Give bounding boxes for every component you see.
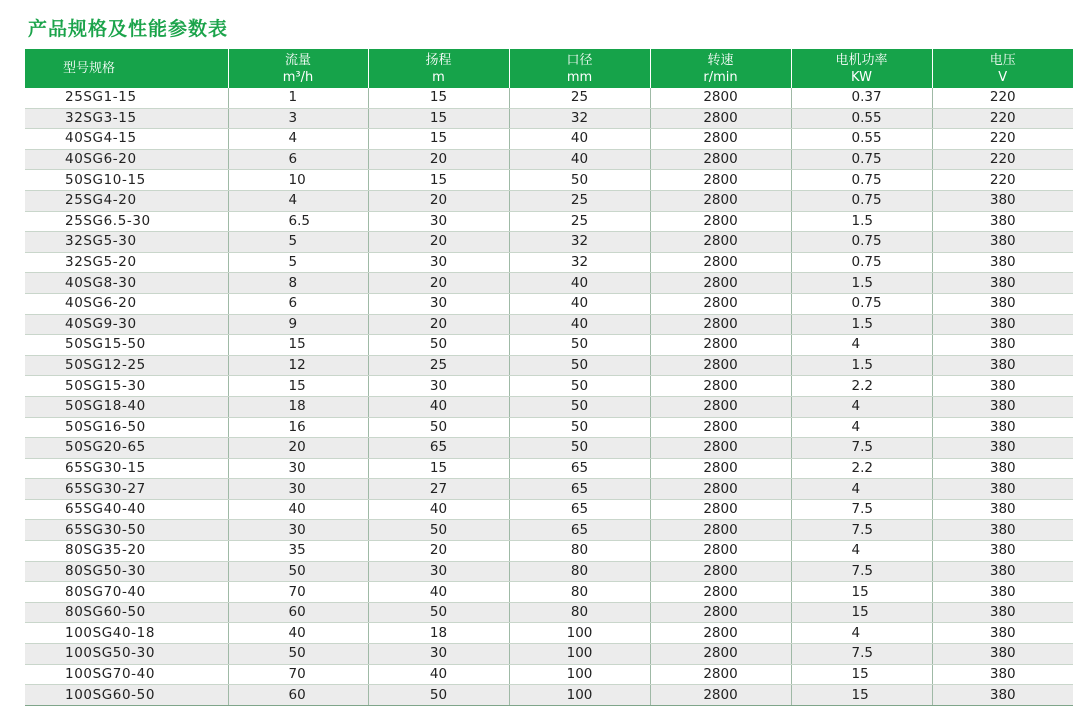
cell-head: 25: [368, 355, 509, 376]
spec-table: [25, 49, 1073, 706]
cell-power: 0.75: [791, 232, 932, 253]
cell-power: 0.37: [791, 88, 932, 108]
table-row: [25, 685, 1073, 706]
cell-flow: 16: [228, 417, 368, 438]
column-header-power: [791, 49, 932, 88]
cell-caliber: 50: [509, 417, 650, 438]
cell-head: 18: [368, 623, 509, 644]
table-row: [25, 479, 1073, 500]
cell-voltage: 380: [932, 664, 1073, 685]
cell-speed: 2800: [650, 561, 791, 582]
cell-caliber: 40: [509, 129, 650, 150]
table-row: [25, 88, 1073, 108]
cell-flow: 9: [228, 314, 368, 335]
cell-flow: 50: [228, 561, 368, 582]
cell-speed: 2800: [650, 479, 791, 500]
cell-power: 0.75: [791, 190, 932, 211]
cell-caliber: 65: [509, 458, 650, 479]
cell-speed: 2800: [650, 170, 791, 191]
table-row: [25, 355, 1073, 376]
cell-caliber: 80: [509, 561, 650, 582]
cell-speed: 2800: [650, 623, 791, 644]
cell-model: 65SG30-15: [25, 458, 228, 479]
table-row: [25, 458, 1073, 479]
cell-head: 30: [368, 644, 509, 665]
cell-caliber: 80: [509, 582, 650, 603]
cell-speed: 2800: [650, 664, 791, 685]
cell-power: 1.5: [791, 273, 932, 294]
cell-speed: 2800: [650, 458, 791, 479]
cell-model: 50SG16-50: [25, 417, 228, 438]
cell-speed: 2800: [650, 314, 791, 335]
cell-power: 0.55: [791, 129, 932, 150]
table-row: [25, 561, 1073, 582]
cell-voltage: 220: [932, 108, 1073, 129]
cell-model: 50SG15-50: [25, 335, 228, 356]
cell-head: 15: [368, 108, 509, 129]
column-name: 电机功率: [835, 52, 888, 68]
cell-caliber: 50: [509, 376, 650, 397]
cell-power: 7.5: [791, 644, 932, 665]
cell-model: 50SG15-30: [25, 376, 228, 397]
cell-model: 25SG1-15: [25, 88, 228, 108]
cell-caliber: 50: [509, 396, 650, 417]
cell-voltage: 380: [932, 252, 1073, 273]
cell-head: 27: [368, 479, 509, 500]
cell-flow: 8: [228, 273, 368, 294]
cell-speed: 2800: [650, 602, 791, 623]
cell-head: 30: [368, 252, 509, 273]
cell-model: 65SG40-40: [25, 499, 228, 520]
cell-speed: 2800: [650, 438, 791, 459]
cell-caliber: 65: [509, 499, 650, 520]
table-row: [25, 335, 1073, 356]
cell-power: 15: [791, 582, 932, 603]
cell-model: 50SG18-40: [25, 396, 228, 417]
cell-speed: 2800: [650, 232, 791, 253]
column-name: 型号规格: [63, 61, 116, 76]
column-name: 电压: [989, 52, 1016, 68]
cell-caliber: 40: [509, 293, 650, 314]
cell-flow: 15: [228, 335, 368, 356]
cell-speed: 2800: [650, 417, 791, 438]
column-unit: r/min: [703, 69, 738, 85]
cell-voltage: 220: [932, 88, 1073, 108]
table-row: [25, 252, 1073, 273]
cell-speed: 2800: [650, 541, 791, 562]
cell-model: 25SG6.5-30: [25, 211, 228, 232]
cell-head: 65: [368, 438, 509, 459]
cell-caliber: 50: [509, 335, 650, 356]
cell-caliber: 25: [509, 88, 650, 108]
cell-caliber: 50: [509, 355, 650, 376]
cell-voltage: 380: [932, 623, 1073, 644]
column-header-voltage: [932, 49, 1073, 88]
column-unit: KW: [851, 69, 872, 85]
cell-speed: 2800: [650, 582, 791, 603]
table-body: [25, 88, 1073, 705]
cell-flow: 60: [228, 685, 368, 706]
cell-voltage: 380: [932, 293, 1073, 314]
cell-model: 65SG30-27: [25, 479, 228, 500]
cell-voltage: 380: [932, 438, 1073, 459]
cell-head: 20: [368, 541, 509, 562]
cell-caliber: 32: [509, 108, 650, 129]
cell-voltage: 380: [932, 376, 1073, 397]
cell-caliber: 80: [509, 541, 650, 562]
cell-flow: 12: [228, 355, 368, 376]
cell-speed: 2800: [650, 376, 791, 397]
cell-caliber: 40: [509, 314, 650, 335]
cell-model: 50SG10-15: [25, 170, 228, 191]
header-row: [25, 49, 1073, 88]
cell-speed: 2800: [650, 355, 791, 376]
cell-speed: 2800: [650, 190, 791, 211]
cell-flow: 3: [228, 108, 368, 129]
cell-voltage: 380: [932, 602, 1073, 623]
cell-power: 1.5: [791, 211, 932, 232]
cell-flow: 10: [228, 170, 368, 191]
page-title: 产品规格及性能参数表: [28, 18, 229, 40]
cell-model: 40SG6-20: [25, 293, 228, 314]
cell-head: 40: [368, 664, 509, 685]
cell-flow: 4: [228, 190, 368, 211]
cell-voltage: 380: [932, 211, 1073, 232]
cell-power: 1.5: [791, 355, 932, 376]
cell-head: 50: [368, 417, 509, 438]
cell-voltage: 380: [932, 232, 1073, 253]
cell-head: 30: [368, 293, 509, 314]
cell-power: 4: [791, 541, 932, 562]
table-row: [25, 396, 1073, 417]
column-unit: m³/h: [282, 69, 314, 85]
column-header-flow: [228, 49, 368, 88]
cell-caliber: 32: [509, 252, 650, 273]
cell-flow: 15: [228, 376, 368, 397]
cell-model: 50SG20-65: [25, 438, 228, 459]
cell-speed: 2800: [650, 252, 791, 273]
cell-caliber: 80: [509, 602, 650, 623]
cell-voltage: 380: [932, 396, 1073, 417]
cell-head: 15: [368, 458, 509, 479]
cell-flow: 35: [228, 541, 368, 562]
cell-caliber: 50: [509, 170, 650, 191]
cell-head: 20: [368, 314, 509, 335]
column-header-head: [368, 49, 509, 88]
cell-model: 80SG50-30: [25, 561, 228, 582]
cell-caliber: 50: [509, 438, 650, 459]
cell-voltage: 380: [932, 314, 1073, 335]
cell-power: 7.5: [791, 499, 932, 520]
column-name: 口径: [566, 52, 593, 68]
column-unit: mm: [566, 69, 593, 85]
cell-power: 7.5: [791, 561, 932, 582]
table-row: [25, 417, 1073, 438]
cell-flow: 40: [228, 499, 368, 520]
cell-flow: 30: [228, 458, 368, 479]
column-header-caliber: [509, 49, 650, 88]
table-row: [25, 293, 1073, 314]
cell-flow: 30: [228, 520, 368, 541]
cell-model: 100SG70-40: [25, 664, 228, 685]
cell-voltage: 220: [932, 149, 1073, 170]
cell-flow: 4: [228, 129, 368, 150]
table-row: [25, 664, 1073, 685]
cell-power: 4: [791, 335, 932, 356]
table-row: [25, 623, 1073, 644]
cell-power: 4: [791, 396, 932, 417]
column-name: 扬程: [425, 52, 452, 68]
cell-caliber: 65: [509, 520, 650, 541]
cell-flow: 6.5: [228, 211, 368, 232]
table-row: [25, 602, 1073, 623]
cell-speed: 2800: [650, 335, 791, 356]
cell-flow: 5: [228, 232, 368, 253]
column-unit: V: [998, 69, 1008, 85]
cell-speed: 2800: [650, 129, 791, 150]
table-header: [25, 49, 1073, 88]
cell-power: 1.5: [791, 314, 932, 335]
cell-power: 7.5: [791, 438, 932, 459]
table-row: [25, 499, 1073, 520]
cell-flow: 60: [228, 602, 368, 623]
table-row: [25, 170, 1073, 191]
cell-power: 0.75: [791, 252, 932, 273]
cell-caliber: 65: [509, 479, 650, 500]
cell-voltage: 380: [932, 417, 1073, 438]
table-row: [25, 129, 1073, 150]
cell-flow: 30: [228, 479, 368, 500]
cell-head: 20: [368, 273, 509, 294]
table-row: [25, 149, 1073, 170]
cell-head: 30: [368, 561, 509, 582]
cell-voltage: 380: [932, 335, 1073, 356]
cell-head: 15: [368, 88, 509, 108]
cell-model: 40SG8-30: [25, 273, 228, 294]
cell-head: 30: [368, 376, 509, 397]
cell-model: 40SG9-30: [25, 314, 228, 335]
cell-power: 15: [791, 664, 932, 685]
cell-flow: 50: [228, 644, 368, 665]
cell-head: 50: [368, 602, 509, 623]
table-row: [25, 211, 1073, 232]
cell-speed: 2800: [650, 685, 791, 706]
cell-voltage: 220: [932, 129, 1073, 150]
cell-model: 40SG4-15: [25, 129, 228, 150]
cell-speed: 2800: [650, 293, 791, 314]
cell-flow: 40: [228, 623, 368, 644]
cell-power: 15: [791, 685, 932, 706]
table-row: [25, 314, 1073, 335]
cell-model: 100SG50-30: [25, 644, 228, 665]
cell-speed: 2800: [650, 499, 791, 520]
cell-power: 0.75: [791, 149, 932, 170]
table-row: [25, 376, 1073, 397]
cell-power: 0.75: [791, 170, 932, 191]
table-row: [25, 582, 1073, 603]
cell-voltage: 380: [932, 541, 1073, 562]
table-row: [25, 273, 1073, 294]
cell-flow: 18: [228, 396, 368, 417]
cell-power: 2.2: [791, 376, 932, 397]
cell-caliber: 100: [509, 685, 650, 706]
cell-power: 4: [791, 417, 932, 438]
cell-model: 80SG35-20: [25, 541, 228, 562]
cell-head: 40: [368, 396, 509, 417]
cell-flow: 6: [228, 293, 368, 314]
column-header-speed: [650, 49, 791, 88]
cell-power: 2.2: [791, 458, 932, 479]
cell-speed: 2800: [650, 273, 791, 294]
column-unit: m: [432, 69, 445, 85]
table-row: [25, 520, 1073, 541]
cell-speed: 2800: [650, 644, 791, 665]
cell-speed: 2800: [650, 149, 791, 170]
cell-voltage: 380: [932, 479, 1073, 500]
cell-speed: 2800: [650, 108, 791, 129]
cell-model: 65SG30-50: [25, 520, 228, 541]
table-row: [25, 190, 1073, 211]
cell-model: 25SG4-20: [25, 190, 228, 211]
table-row: [25, 644, 1073, 665]
cell-power: 7.5: [791, 520, 932, 541]
cell-model: 80SG70-40: [25, 582, 228, 603]
cell-model: 100SG60-50: [25, 685, 228, 706]
cell-model: 80SG60-50: [25, 602, 228, 623]
cell-power: 0.55: [791, 108, 932, 129]
column-header-model: [25, 49, 228, 88]
cell-head: 50: [368, 685, 509, 706]
cell-voltage: 380: [932, 644, 1073, 665]
table-row: [25, 438, 1073, 459]
cell-speed: 2800: [650, 520, 791, 541]
cell-head: 40: [368, 582, 509, 603]
cell-voltage: 380: [932, 190, 1073, 211]
cell-head: 40: [368, 499, 509, 520]
cell-model: 32SG3-15: [25, 108, 228, 129]
cell-power: 4: [791, 623, 932, 644]
cell-head: 20: [368, 232, 509, 253]
cell-speed: 2800: [650, 396, 791, 417]
cell-speed: 2800: [650, 211, 791, 232]
cell-caliber: 100: [509, 644, 650, 665]
cell-caliber: 100: [509, 623, 650, 644]
cell-flow: 5: [228, 252, 368, 273]
cell-voltage: 380: [932, 520, 1073, 541]
cell-voltage: 380: [932, 355, 1073, 376]
cell-caliber: 100: [509, 664, 650, 685]
cell-model: 40SG6-20: [25, 149, 228, 170]
cell-model: 32SG5-30: [25, 232, 228, 253]
cell-head: 50: [368, 335, 509, 356]
cell-flow: 20: [228, 438, 368, 459]
cell-power: 15: [791, 602, 932, 623]
column-name: 流量: [284, 52, 311, 68]
cell-flow: 70: [228, 582, 368, 603]
cell-head: 15: [368, 129, 509, 150]
cell-model: 32SG5-20: [25, 252, 228, 273]
cell-power: 0.75: [791, 293, 932, 314]
column-name: 转速: [707, 52, 734, 68]
cell-voltage: 380: [932, 582, 1073, 603]
cell-caliber: 40: [509, 149, 650, 170]
cell-flow: 6: [228, 149, 368, 170]
cell-head: 15: [368, 170, 509, 191]
cell-flow: 70: [228, 664, 368, 685]
cell-head: 20: [368, 190, 509, 211]
cell-model: 50SG12-25: [25, 355, 228, 376]
cell-flow: 1: [228, 88, 368, 108]
cell-head: 30: [368, 211, 509, 232]
cell-head: 20: [368, 149, 509, 170]
cell-caliber: 25: [509, 211, 650, 232]
cell-voltage: 380: [932, 499, 1073, 520]
cell-voltage: 380: [932, 561, 1073, 582]
cell-voltage: 380: [932, 458, 1073, 479]
table-row: [25, 232, 1073, 253]
cell-caliber: 25: [509, 190, 650, 211]
cell-power: 4: [791, 479, 932, 500]
table-row: [25, 108, 1073, 129]
cell-speed: 2800: [650, 88, 791, 108]
cell-caliber: 32: [509, 232, 650, 253]
cell-model: 100SG40-18: [25, 623, 228, 644]
table-row: [25, 541, 1073, 562]
cell-head: 50: [368, 520, 509, 541]
cell-voltage: 220: [932, 170, 1073, 191]
cell-voltage: 380: [932, 273, 1073, 294]
cell-voltage: 380: [932, 685, 1073, 706]
cell-caliber: 40: [509, 273, 650, 294]
